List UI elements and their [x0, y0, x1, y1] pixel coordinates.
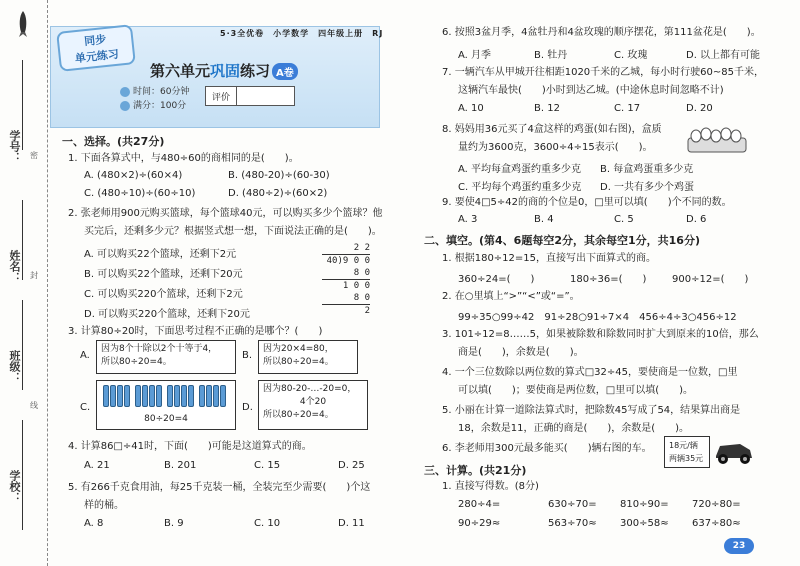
q4-option-d[interactable]: D. 25	[338, 460, 365, 471]
question-4: 4. 计算86□÷41时，下面( )可能是这道算式的商。	[68, 441, 312, 452]
q8-option-c[interactable]: C. 平均每个鸡蛋约重多少克	[458, 182, 582, 193]
q3-option-a-label[interactable]: A.	[80, 350, 90, 361]
calc-row1-1[interactable]: 280÷4=	[458, 499, 501, 510]
q1-option-b[interactable]: B. (480-20)÷(60-30)	[228, 170, 330, 181]
q3-option-b-box: 因为20×4=80， 所以80÷20=4。	[258, 340, 358, 374]
score-info: 满分：100分	[120, 98, 186, 111]
q1-option-a[interactable]: A. (480×2)÷(60×4)	[84, 170, 183, 181]
binding-line	[22, 200, 23, 280]
page-title	[150, 60, 298, 81]
question-7-cont: 这辆汽车最快( )小时到达乙城。(中途休息时间忽略不计)	[458, 85, 724, 96]
title-highlight: 巩固	[210, 62, 241, 80]
q7-option-a[interactable]: A. 10	[458, 103, 484, 114]
question-5: 5. 有266千克食用油，每25千克装一桶，全装完至少需要( )个这	[68, 482, 371, 493]
car-price-each: 18元/辆	[669, 441, 698, 450]
long-division: 2 2 40)9 0 0 8 0 1 0 0 8 0 2	[322, 242, 370, 317]
q2-option-c[interactable]: C. 可以购买220个篮球，还剩下2元	[84, 289, 243, 300]
q1-option-d[interactable]: D. (480÷2)÷(60×2)	[228, 188, 328, 199]
evaluation-label: 评价	[206, 87, 237, 105]
toy-car-image	[712, 436, 756, 466]
q9-option-c[interactable]: C. 5	[614, 214, 634, 225]
q4-option-a[interactable]: A. 21	[84, 460, 110, 471]
page-number: 23	[724, 538, 754, 554]
fill-3: 3. 101÷12=8……5，如果被除数和除数同时扩大到原来的10倍，那么	[442, 329, 759, 340]
section-calc-title: 三、计算。(共21分)	[424, 464, 527, 477]
q6-option-a[interactable]: A. 月季	[458, 50, 492, 61]
q5-option-a[interactable]: A. 8	[84, 518, 104, 529]
binding-line	[22, 300, 23, 390]
question-1: 1. 下面各算式中，与480÷60的商相同的是( )。	[68, 153, 299, 164]
calc-row2-3[interactable]: 300÷58≈	[620, 518, 669, 529]
q8-option-d[interactable]: D. 一共有多少个鸡蛋	[600, 182, 695, 193]
q2-option-d[interactable]: D. 可以购买220个篮球，还剩下20元	[84, 309, 250, 320]
q4-option-b[interactable]: B. 201	[164, 460, 197, 471]
q2-option-b[interactable]: B. 可以购买22个篮球，还剩下20元	[84, 269, 243, 280]
section-fill-title: 二、填空。(第4、6题每空2分，其余每空1分，共16分)	[424, 234, 700, 247]
fill-1-expr-2[interactable]: 180÷36=( )	[570, 274, 647, 285]
time-info: 时间：60分钟	[120, 84, 189, 97]
fill-1: 1. 根据180÷12=15，直接写出下面算式的商。	[442, 253, 657, 264]
calc-row1-3[interactable]: 810÷90=	[620, 499, 669, 510]
rocket-icon	[14, 10, 32, 38]
practice-badge: 同步 单元练习	[56, 24, 136, 72]
q3-option-a-box: 因为8个十除以2个十等于4， 所以80÷20=4。	[96, 340, 236, 374]
evaluation-box[interactable]	[205, 86, 295, 106]
question-8-cont: 量约为3600克，3600÷4÷15表示( )。	[458, 142, 653, 153]
q3-option-d-label[interactable]: D.	[242, 402, 253, 413]
q7-option-d[interactable]: D. 20	[686, 103, 713, 114]
question-2-cont: 买完后，还剩多少元？根据竖式想一想，下面说法正确的是( )。	[84, 226, 382, 237]
car-price-box	[664, 436, 710, 468]
cut-mark: 密	[30, 151, 38, 160]
title-prefix: 第六单元	[150, 62, 211, 80]
title-suffix: 练习	[240, 62, 271, 80]
q1-option-c[interactable]: C. (480÷10)÷(60÷10)	[84, 188, 196, 199]
calc-row1-4[interactable]: 720÷80=	[692, 499, 741, 510]
question-2: 2. 张老师用900元购买篮球，每个篮球40元，可以购买多少个篮球？他	[68, 208, 383, 219]
q7-option-c[interactable]: C. 17	[614, 103, 641, 114]
car-price-pair: 两辆35元	[669, 454, 704, 463]
fill-1-expr-3[interactable]: 900÷12=( )	[672, 274, 749, 285]
calc-row2-2[interactable]: 563÷70≈	[548, 518, 597, 529]
fill-4-cont: 可以填( )；要使商是两位数，□里可以填( )。	[458, 385, 694, 396]
q5-option-d[interactable]: D. 11	[338, 518, 365, 529]
fill-3-cont: 商是( )，余数是( )。	[458, 347, 584, 358]
cut-mark: 封	[30, 271, 38, 280]
q3-option-c-box: 80÷20=4	[96, 380, 236, 430]
q9-option-d[interactable]: D. 6	[686, 214, 707, 225]
q5-option-b[interactable]: B. 9	[164, 518, 184, 529]
fill-1-expr-1[interactable]: 360÷24=( )	[458, 274, 535, 285]
cut-mark: 线	[30, 401, 38, 410]
q9-option-b[interactable]: B. 4	[534, 214, 554, 225]
question-7: 7. 一辆汽车从甲城开往相距1020千米的乙城，每小时行驶60~85千米，	[442, 67, 764, 78]
egg-carton-image	[686, 122, 748, 154]
q9-option-a[interactable]: A. 3	[458, 214, 478, 225]
q4-option-c[interactable]: C. 15	[254, 460, 281, 471]
fill-5: 5. 小丽在计算一道除法算式时，把除数45写成了54，结果算出商是	[442, 405, 741, 416]
question-6: 6. 按照3盆月季，4盆牡丹和4盆玫瑰的顺序摆花，第111盆花是( )。	[442, 27, 761, 38]
q3-option-c-label[interactable]: C.	[80, 402, 91, 413]
score-icon	[120, 101, 130, 111]
question-5-cont: 样的桶。	[84, 500, 124, 511]
fill-4: 4. 一个三位数除以两位数的算式□32÷45，要使商是一位数，□里	[442, 367, 738, 378]
version-tag: A卷	[272, 63, 298, 80]
binding-line	[22, 60, 23, 150]
q5-option-c[interactable]: C. 10	[254, 518, 281, 529]
series-label: 5·3全优卷 小学数学 四年级上册 RJ	[220, 29, 384, 38]
q6-option-d[interactable]: D. 以上都有可能	[686, 50, 761, 61]
clock-icon	[120, 87, 130, 97]
bottle-bundles-image	[101, 383, 231, 413]
q8-option-b[interactable]: B. 每盒鸡蛋重多少克	[600, 164, 694, 175]
q6-option-c[interactable]: C. 玫瑰	[614, 50, 648, 61]
calc-1: 1. 直接写得数。(8分)	[442, 481, 539, 492]
calc-row2-4[interactable]: 637÷80≈	[692, 518, 741, 529]
q3-option-b-label[interactable]: B.	[242, 350, 253, 361]
fill-2: 2. 在○里填上“>”“<”或“=”。	[442, 291, 580, 302]
section-choice-title: 一、选择。(共27分)	[62, 135, 165, 148]
fill-2-exprs[interactable]: 99÷35○99÷42 91÷28○91÷7×4 456÷4÷3○456÷12	[458, 312, 737, 323]
school-label: 学校：	[8, 470, 21, 503]
q3-option-d-box: 因为80-20-…-20=0， 4个20 所以80÷20=4。	[258, 380, 368, 430]
binding-line	[22, 420, 23, 530]
calc-row2-1[interactable]: 90÷29≈	[458, 518, 501, 529]
calc-row1-2[interactable]: 630÷70=	[548, 499, 597, 510]
question-9: 9. 要使4□5÷42的商的个位是0，□里可以填( )个不同的数。	[442, 197, 732, 208]
class-label: 班级：	[8, 350, 21, 383]
question-3: 3. 计算80÷20时，下面思考过程不正确的是哪个？( )	[68, 326, 323, 337]
fill-5-cont: 18，余数是11，正确的商是( )，余数是( )。	[458, 423, 690, 434]
q2-option-a[interactable]: A. 可以购买22个篮球，还剩下2元	[84, 249, 237, 260]
student-id-label: 学号：	[8, 130, 21, 163]
q8-option-a[interactable]: A. 平均每盒鸡蛋约重多少克	[458, 164, 582, 175]
q7-option-b[interactable]: B. 12	[534, 103, 560, 114]
fill-6: 6. 李老师用300元最多能买( )辆右图的车。	[442, 443, 652, 454]
name-label: 姓名：	[8, 250, 21, 283]
q6-option-b[interactable]: B. 牡丹	[534, 50, 568, 61]
question-8: 8. 妈妈用36元买了4盒这样的鸡蛋(如右图)，盒质	[442, 124, 662, 135]
binding-strip	[0, 0, 48, 566]
